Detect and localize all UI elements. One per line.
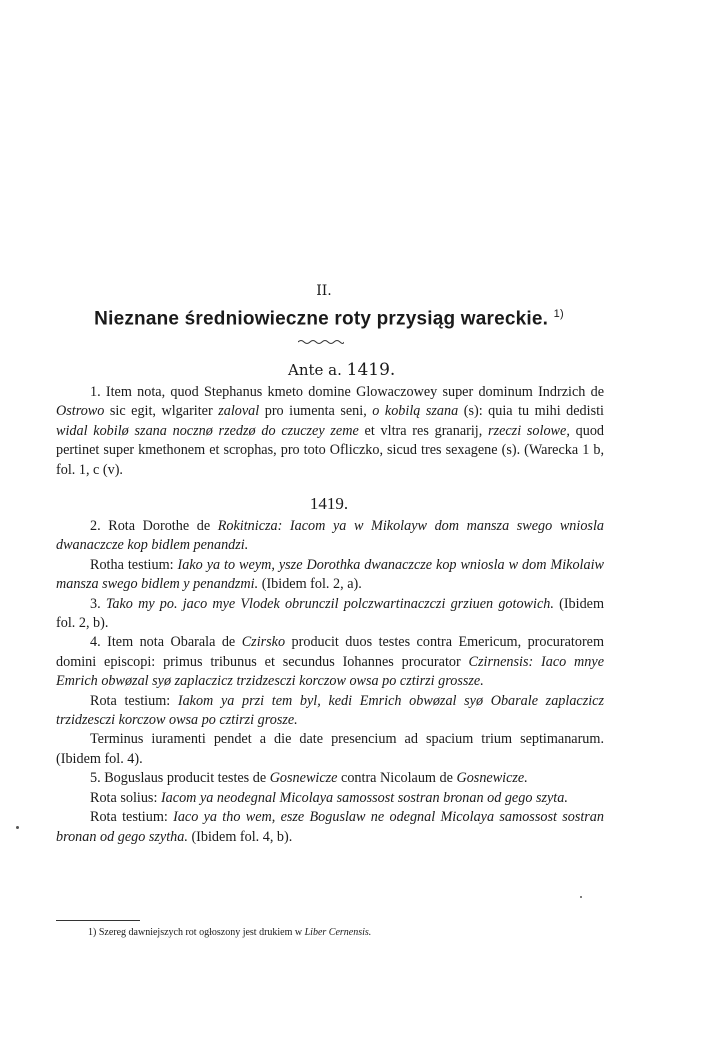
italic-text: Gosnewicze. bbox=[456, 770, 528, 787]
text-segment: (Ibidem fol. 2, a). bbox=[258, 576, 362, 593]
italic-text: Iaco ya tho wem, esze Boguslaw ne odegnal Micolaya samossost sostran bronan od gego szytha. bbox=[56, 809, 604, 845]
text-segment: 3. bbox=[90, 595, 106, 612]
italic-text: rzeczi solowe, bbox=[488, 422, 570, 439]
paragraph bbox=[56, 383, 604, 480]
italic-text: o kobilą szana bbox=[372, 403, 459, 420]
text-segment: pro iumenta seni, bbox=[259, 403, 373, 420]
title-text: Nieznane średniowieczne roty przysiąg wareckie. bbox=[94, 308, 549, 330]
italic-text: Czirnensis: Iaco mnye Emrich obwøzal syø zaplaczicz trzidzesczi korczow owsa po cztirzi grossze. bbox=[56, 653, 604, 690]
footnote-text: Szereg dawniejszych rot ogłoszony jest drukiem w bbox=[98, 927, 305, 938]
italic-text: Iacom ya neodegnal Micolaya samossost sostran bronan od gego szyta. bbox=[160, 789, 568, 806]
footnote-mark: 1) bbox=[88, 927, 97, 938]
text-segment: contra Nicolaum de bbox=[337, 770, 457, 787]
text-segment: 5. Boguslaus producit testes de bbox=[90, 770, 270, 787]
title-footnote-mark: 1) bbox=[553, 308, 564, 320]
text-segment: Rotha testium: bbox=[90, 556, 178, 573]
paragraph bbox=[56, 769, 604, 788]
italic-text: Iako ya to weym, ysze Dorothka dwanaczcze kop wniosla w dom Mikolaiw mansza swego bidlem y penandzmi. bbox=[56, 556, 604, 593]
text-segment: Terminus iuramenti pendet a die date presencium ad spacium trium septimanarum. (Ibidem fol. 4). bbox=[56, 731, 604, 767]
italic-text: widal kobilø szana nocznø rzedzø do czuczey zeme bbox=[56, 422, 359, 439]
paragraph bbox=[56, 692, 604, 731]
ante-label: Ante a. bbox=[288, 361, 342, 379]
scan-speck bbox=[16, 826, 19, 829]
footnote bbox=[88, 927, 371, 938]
text-segment: (Ibidem fol. 2, b). bbox=[56, 595, 605, 632]
text-segment: (Ibidem fol. 4, b). bbox=[187, 828, 293, 845]
paragraph bbox=[56, 808, 604, 847]
paragraph bbox=[56, 556, 604, 595]
paragraph bbox=[56, 633, 604, 691]
paragraph bbox=[56, 595, 604, 634]
text-segment: Rota solius: bbox=[90, 789, 161, 806]
italic-text: Rokitnicza: Iacom ya w Mikolayw dom mansza swego wniosla dwanaczcze kop bidlem penandzi. bbox=[56, 518, 604, 554]
paragraph bbox=[56, 789, 604, 808]
footnote-source: Liber Cernensis. bbox=[304, 927, 372, 938]
text-segment: quod pertinet super kmethonem et scrophas, pro toto Ofliczko, sicud tres sexagene (s). (Warecka 1 b, fol. 1, c (v). bbox=[56, 422, 605, 478]
text-segment: 2. Rota Dorothe de bbox=[90, 518, 218, 534]
date-heading bbox=[288, 360, 395, 380]
italic-text: Ostrowo bbox=[56, 403, 105, 420]
text-segment: (s): quia tu mihi dedisti bbox=[458, 403, 604, 420]
section-1-text bbox=[56, 383, 604, 480]
section-number: II. bbox=[316, 283, 332, 299]
page-title bbox=[0, 308, 658, 330]
footnote-rule bbox=[56, 920, 140, 921]
text-segment: Rota testium: bbox=[90, 809, 174, 826]
paragraph bbox=[56, 730, 604, 769]
text-segment: et vltra res granarij, bbox=[358, 422, 489, 439]
text-segment: 4. Item nota Obarala de bbox=[90, 634, 242, 651]
text-segment: sic egit, wlgariter bbox=[104, 403, 219, 420]
text-segment: Rota testium: bbox=[90, 692, 178, 709]
italic-text: Tako my po. jaco mye Vlodek obrunczil polczwartinaczczi grziuen gotowich. bbox=[105, 595, 554, 612]
year-heading: 1419. bbox=[309, 494, 349, 513]
scan-speck bbox=[580, 896, 582, 898]
italic-text: Gosnewicze bbox=[269, 770, 338, 787]
title-ornament bbox=[298, 339, 344, 345]
ante-year: 1419. bbox=[346, 360, 396, 380]
italic-text: zaloval bbox=[218, 403, 260, 420]
text-segment: producit duos testes contra Emericum, procuratorem domini episcopi: primus tribunus et secundus Iohannes procurator bbox=[56, 634, 605, 670]
italic-text: Iakom ya przi tem byl, kedi Emrich obwøzal syø Obarale zaplaczicz trzidzesczi korczow owsa po cztirzi grosze. bbox=[56, 692, 604, 729]
paragraph bbox=[56, 517, 604, 556]
section-2-text bbox=[56, 517, 604, 847]
text-segment: 1. Item nota, quod Stephanus kmeto domine Glowaczowey super dominum Indrzich de bbox=[90, 384, 604, 400]
italic-text: Czirsko bbox=[241, 634, 286, 651]
